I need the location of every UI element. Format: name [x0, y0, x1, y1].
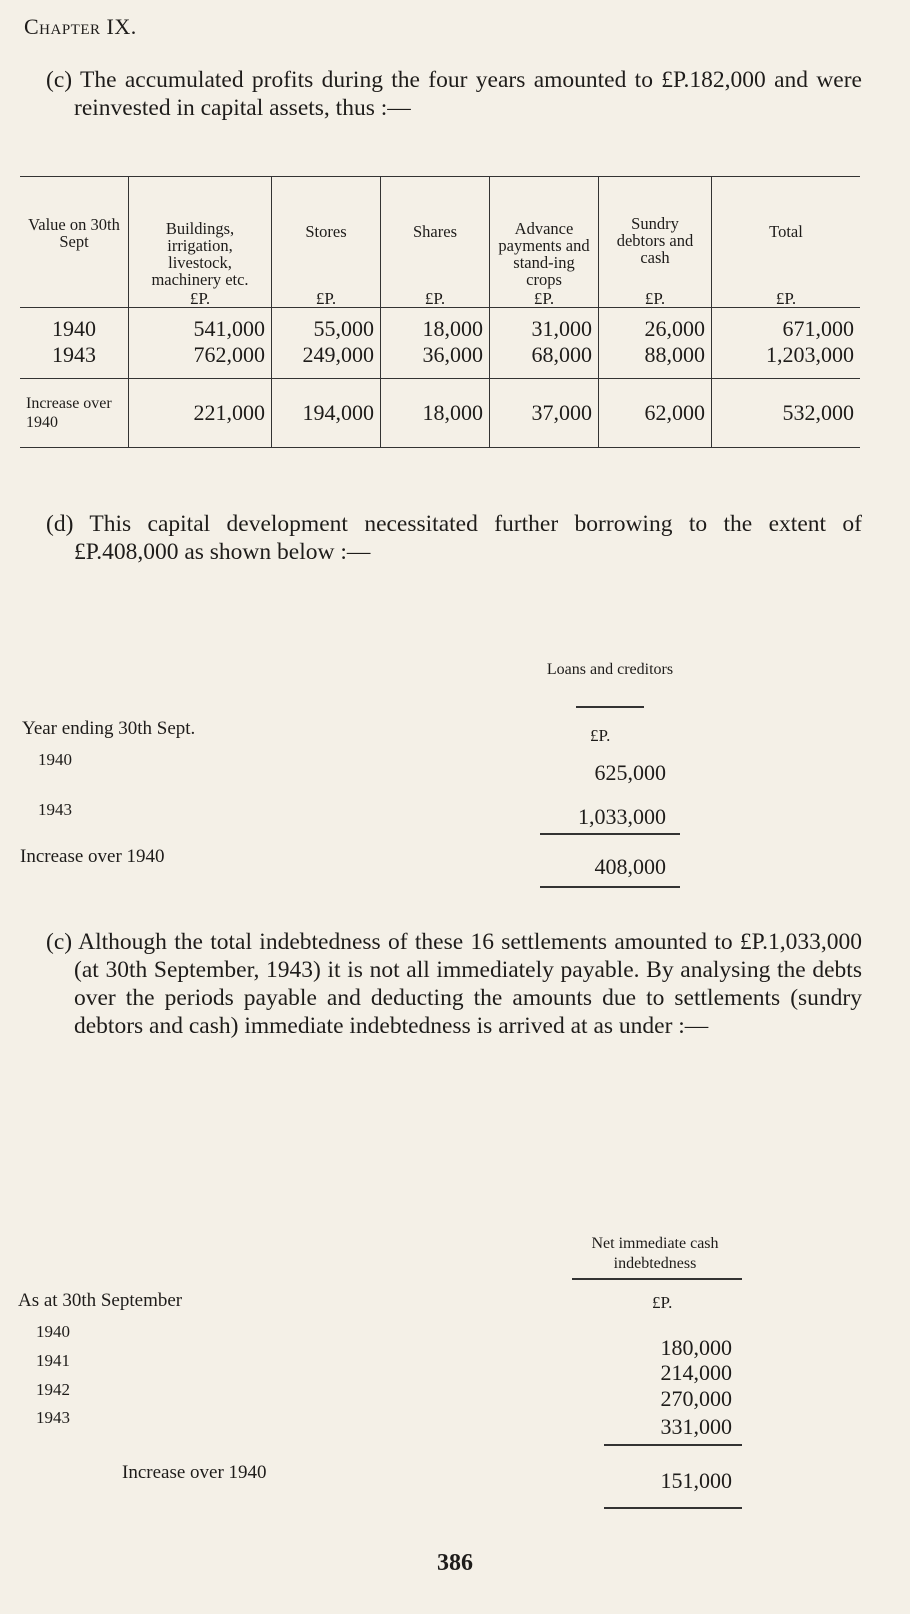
divider [604, 1444, 742, 1446]
divider [604, 1507, 742, 1509]
cash-value: 270,000 [660, 1386, 732, 1411]
table-row [20, 342, 860, 379]
paragraph-c [22, 66, 862, 122]
unit: £P. [189, 289, 211, 308]
col-header [20, 177, 129, 308]
cell: 62,000 [599, 379, 712, 448]
divider [540, 833, 680, 835]
unit: £P. [315, 289, 337, 308]
cell: 541,000 [129, 308, 272, 343]
cash-value: 331,000 [660, 1414, 732, 1439]
divider [540, 886, 680, 888]
capital-assets-table [20, 176, 860, 448]
loans-header: Loans and creditors [546, 661, 674, 678]
paragraph-d [22, 510, 862, 566]
page-number: 386 [437, 1550, 473, 1576]
cash-unit: £P. [652, 1293, 673, 1312]
cash-year: 1942 [36, 1380, 70, 1399]
table-row [20, 308, 860, 343]
cell: 37,000 [490, 379, 599, 448]
cell: 532,000 [712, 379, 861, 448]
cell: 31,000 [490, 308, 599, 343]
cash-year: 1941 [36, 1351, 70, 1370]
header-text: Shares [413, 222, 457, 241]
col-header [381, 177, 490, 308]
cell: Increase over 1940 [20, 379, 129, 448]
col-header [272, 177, 381, 308]
cell: 1,203,000 [712, 342, 861, 379]
col-header [129, 177, 272, 308]
col-header [712, 177, 861, 308]
cell: 1940 [20, 308, 129, 343]
cell: 1943 [52, 342, 96, 367]
loans-value: 1,033,000 [578, 804, 666, 829]
unit: £P. [424, 289, 446, 308]
cash-increase-label: Increase over 1940 [122, 1462, 267, 1483]
cell: 68,000 [490, 342, 599, 379]
loans-row-label: Year ending 30th Sept. [22, 718, 196, 739]
cell: 762,000 [129, 342, 272, 379]
col-header [490, 177, 599, 308]
cell: 88,000 [599, 342, 712, 379]
divider [572, 1278, 742, 1280]
header-text: Sundry debtors and cash [616, 214, 694, 267]
cell: 18,000 [381, 308, 490, 343]
unit: £P. [644, 289, 666, 308]
cash-value: 214,000 [660, 1360, 732, 1385]
cell: 18,000 [381, 379, 490, 448]
cell: 221,000 [129, 379, 272, 448]
loans-value: 625,000 [594, 760, 666, 785]
increase-row [20, 379, 860, 448]
header-text: Value on 30th Sept [28, 214, 120, 251]
loans-year: 1943 [38, 800, 72, 819]
cash-year: 1940 [36, 1322, 70, 1341]
header-text: Advance payments and stand-ing crops [498, 219, 590, 289]
header-text: Stores [305, 222, 347, 241]
paragraph-c-text: (c) The accumulated profits during the four years amounted to £P.182,000 and were reinvested in capital assets, thus :— [46, 67, 862, 121]
cash-year: 1943 [36, 1408, 70, 1427]
cell: 249,000 [272, 342, 381, 379]
cash-value: 180,000 [660, 1335, 732, 1360]
cash-increase-value: 151,000 [660, 1468, 732, 1493]
col-header [599, 177, 712, 308]
paragraph-e [22, 928, 862, 1040]
cell: 671,000 [712, 308, 861, 343]
unit: £P. [533, 289, 555, 308]
unit: £P. [775, 289, 797, 308]
loans-year: 1940 [38, 750, 72, 769]
cash-row-label: As at 30th September [18, 1290, 183, 1311]
cell: 55,000 [272, 308, 381, 343]
loans-increase-value: 408,000 [594, 854, 666, 879]
header-text: Total [769, 222, 803, 241]
cash-header: Net immediate cash indebtedness [591, 1235, 719, 1272]
chapter-heading: Chapter IX. [24, 14, 137, 39]
cell: 36,000 [381, 342, 490, 379]
paragraph-d-text: (d) This capital development necessitated further borrowing to the extent of £P.408,000 as shown below :— [46, 511, 862, 565]
loans-increase-label: Increase over 1940 [20, 846, 165, 867]
header-text: Buildings, irrigation, livestock, machinery etc. [151, 219, 249, 289]
cell: 194,000 [272, 379, 381, 448]
loans-unit: £P. [590, 726, 611, 745]
paragraph-e-text: (c) Although the total indebtedness of these 16 settlements amounted to £P.1,033,000 (at 30th September, 1943) it is not all immediately payable. By analysing the debts over the periods payable and deducting the amounts due to settlements (sundry debtors and cash) immediate indebtedness is arrived at as under :— [46, 929, 862, 1039]
divider [576, 706, 644, 708]
cell: 26,000 [599, 308, 712, 343]
